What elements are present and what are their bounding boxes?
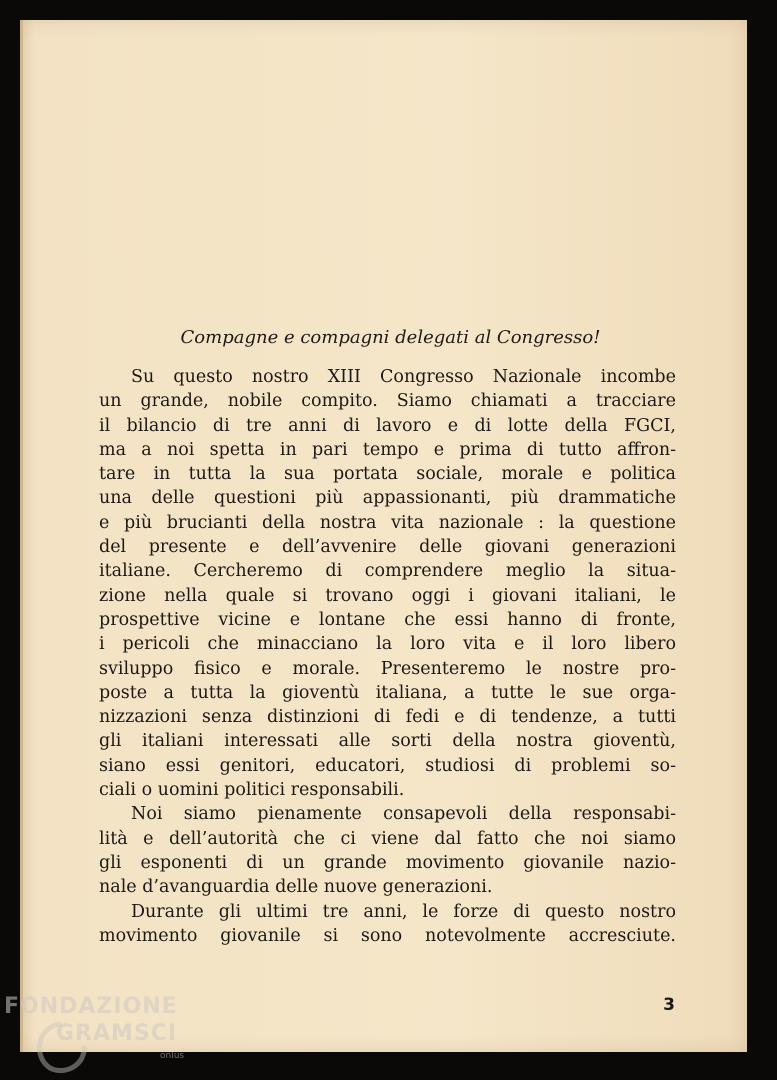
paragraph-3 [99, 900, 676, 949]
watermark-suffix: onlus [160, 1051, 185, 1061]
document-page [20, 20, 747, 1052]
text-line: prospettive vicine e lontane che essi hanno di fronte, [99, 609, 676, 630]
text-line: nale d’avanguardia delle nuove generazioni. [99, 877, 493, 898]
watermark-line1: FONDAZIONE [4, 994, 178, 1019]
text-line: italiane. Cercheremo di comprendere meglio la situa- [99, 561, 676, 582]
text-line: una delle questioni più appassionanti, più drammatiche [99, 488, 676, 509]
text-line: ciali o uomini politici responsabili. [99, 780, 405, 801]
page-heading: Compagne e compagni delegati al Congresso! [180, 327, 601, 348]
text-line: del presente e dell’avvenire delle giovani generazioni [99, 537, 676, 558]
text-line: gli esponenti di un grande movimento giovanile nazio- [99, 852, 676, 873]
text-line: il bilancio di tre anni di lavoro e di lotte della FGCI, [99, 415, 676, 436]
text-line: Noi siamo pienamente consapevoli della responsabi- [131, 804, 676, 825]
watermark-line2: GRAMSCI [56, 1021, 178, 1046]
text-line: ma a noi spetta in pari tempo e prima di tutto affron- [99, 439, 676, 460]
text-line: zione nella quale si trovano oggi i giovani italiani, le [99, 585, 676, 606]
text-line: i pericoli che minacciano la loro vita e il loro libero [99, 634, 676, 655]
text-line: lità e dell’autorità che ci viene dal fatto che noi siamo [99, 828, 676, 849]
text-line: gli italiani interessati alle sorti della nostra gioventù, [99, 731, 676, 752]
text-line: un grande, nobile compito. Siamo chiamati a tracciare [99, 391, 676, 412]
text-line: Su questo nostro XIII Congresso Nazionale incombe [131, 367, 676, 387]
text-line: Durante gli ultimi tre anni, le forze di questo nostro [131, 901, 676, 922]
page-number: 3 [663, 995, 675, 1015]
text-line: siano essi genitori, educatori, studiosi di problemi so- [99, 755, 676, 776]
text-line: e più brucianti della nostra vita nazionale : la questione [99, 512, 676, 533]
text-line: tare in tutta la sua portata sociale, morale e politica [99, 464, 676, 485]
paragraph-2 [99, 802, 676, 899]
page-spine [20, 20, 23, 1052]
text-line: poste a tutta la gioventù italiana, a tutte le sue orga- [99, 682, 676, 703]
text-line: sviluppo fisico e morale. Presenteremo le nostre pro- [99, 658, 676, 679]
text-line: movimento giovanile si sono notevolmente accresciute. [99, 925, 676, 946]
text-line: nizzazioni senza distinzioni di fedi e di tendenze, a tutti [99, 707, 676, 728]
paragraph-1 [99, 365, 676, 802]
body-text [99, 365, 676, 948]
